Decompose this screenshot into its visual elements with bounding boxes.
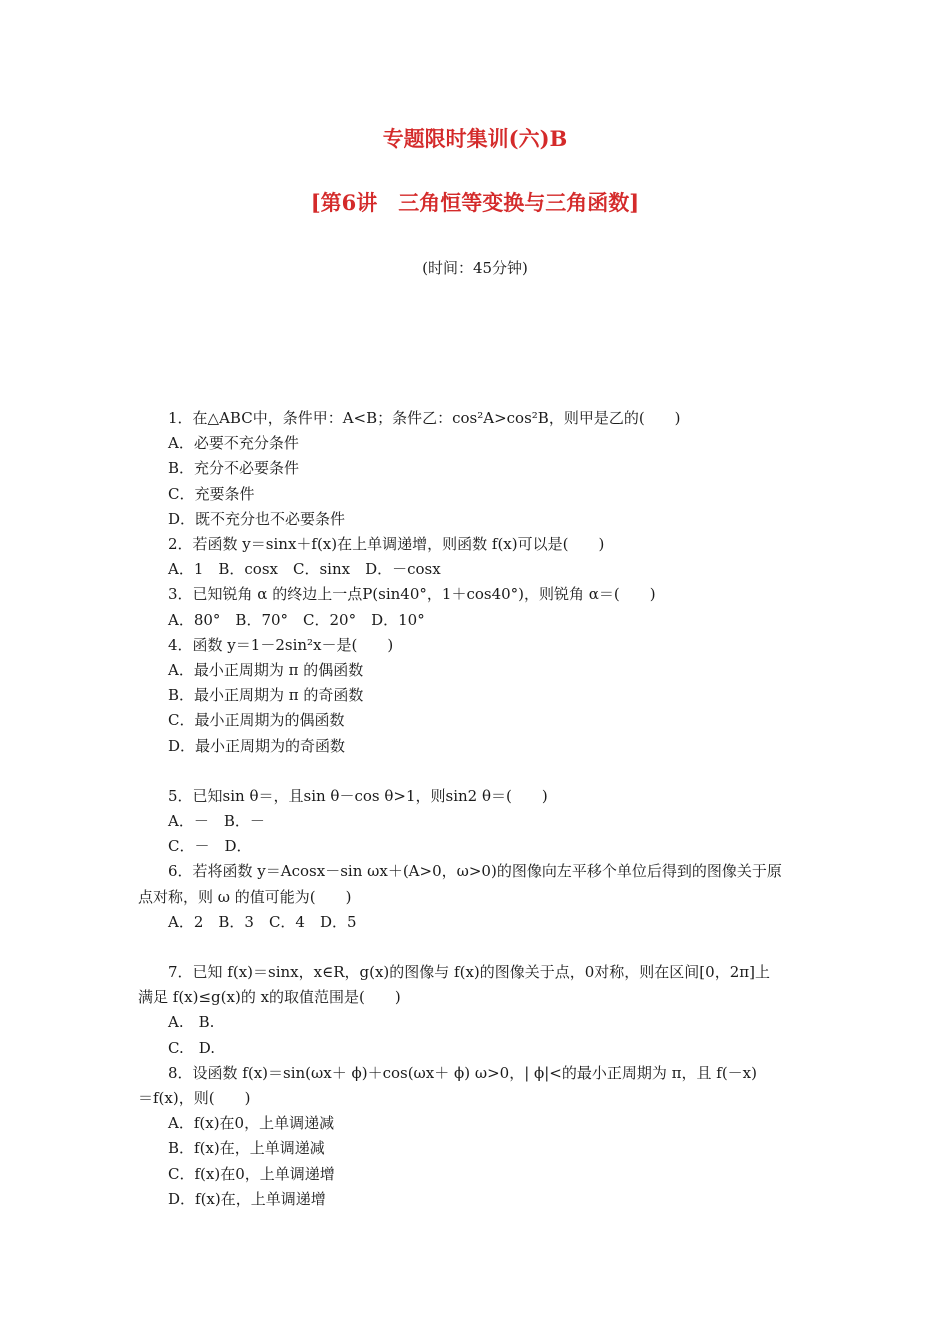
question-4-option: A．最小正周期为 π 的偶函数: [168, 661, 364, 680]
question-1-option: C．充要条件: [168, 484, 255, 503]
question-2-options: A．1 B．cosx C．sinx D．－cosx: [168, 560, 441, 579]
question-6-stem: 6．若将函数 y＝Acosx－sin ωx＋(A>0，ω>0)的图像向左平移个单位后得到的图像关于原: [168, 862, 782, 881]
question-7-stem: 7．已知 f(x)＝sinx，x∈R，g(x)的图像与 f(x)的图像关于点，0对称，则在区间[0，2π]上: [168, 963, 770, 982]
question-8-option: C．f(x)在0，上单调递增: [168, 1164, 335, 1183]
question-3-stem: 3．已知锐角 α 的终边上一点P(sin40°，1＋cos40°)，则锐角 α＝( ): [168, 585, 656, 604]
question-5-stem: 5．已知sin θ＝，且sin θ－cos θ>1，则sin2 θ＝( ): [168, 786, 548, 805]
question-8-option: A．f(x)在0，上单调递减: [168, 1114, 335, 1133]
question-7-options: C. D.: [168, 1038, 215, 1057]
question-4-option: C．最小正周期为的偶函数: [168, 711, 345, 730]
question-4-stem: 4．函数 y＝1－2sin²x－是( ): [168, 635, 394, 654]
question-4-option: D．最小正周期为的奇函数: [168, 736, 346, 755]
question-2-stem: 2．若函数 y＝sinx＋f(x)在上单调递增，则函数 f(x)可以是( ): [168, 535, 605, 554]
question-1-option: D．既不充分也不必要条件: [168, 509, 346, 528]
question-5-options: A．－ B．－: [168, 812, 265, 831]
question-8-stem: 8．设函数 f(x)＝sin(ωx＋ ϕ)＋cos(ωx＋ ϕ) ω>0，| ϕ|<的最小正周期为 π，且 f(－x): [168, 1063, 757, 1082]
lesson-title: [第6讲 三角恒等变换与三角函数]: [310, 190, 640, 215]
question-1-option: B．充分不必要条件: [168, 459, 300, 478]
page-title: 专题限时集训(六)B: [382, 126, 568, 151]
question-4-option: B．最小正周期为 π 的奇函数: [168, 686, 364, 705]
question-list: [138, 406, 818, 1212]
question-1-option: A．必要不充分条件: [168, 434, 299, 453]
question-3-options: A．80° B．70° C．20° D．10°: [168, 610, 425, 629]
question-8-stem-cont: ＝f(x)，则( ): [138, 1089, 251, 1108]
question-6-options: A．2 B．3 C．4 D．5: [168, 912, 357, 931]
question-1-stem: 1．在△ABC中，条件甲：A<B；条件乙：cos²A>cos²B，则甲是乙的( ): [168, 409, 681, 427]
question-5-options: C．－ D．: [168, 837, 252, 856]
question-8-option: D．f(x)在，上单调递增: [168, 1189, 326, 1208]
time-note: (时间：45分钟): [422, 259, 528, 277]
question-6-stem-cont: 点对称，则 ω 的值可能为( ): [138, 887, 352, 906]
question-8-option: B．f(x)在，上单调递减: [168, 1139, 325, 1158]
question-7-stem-cont: 满足 f(x)≤g(x)的 x的取值范围是( ): [138, 988, 401, 1007]
question-7-options: A. B.: [168, 1013, 215, 1032]
